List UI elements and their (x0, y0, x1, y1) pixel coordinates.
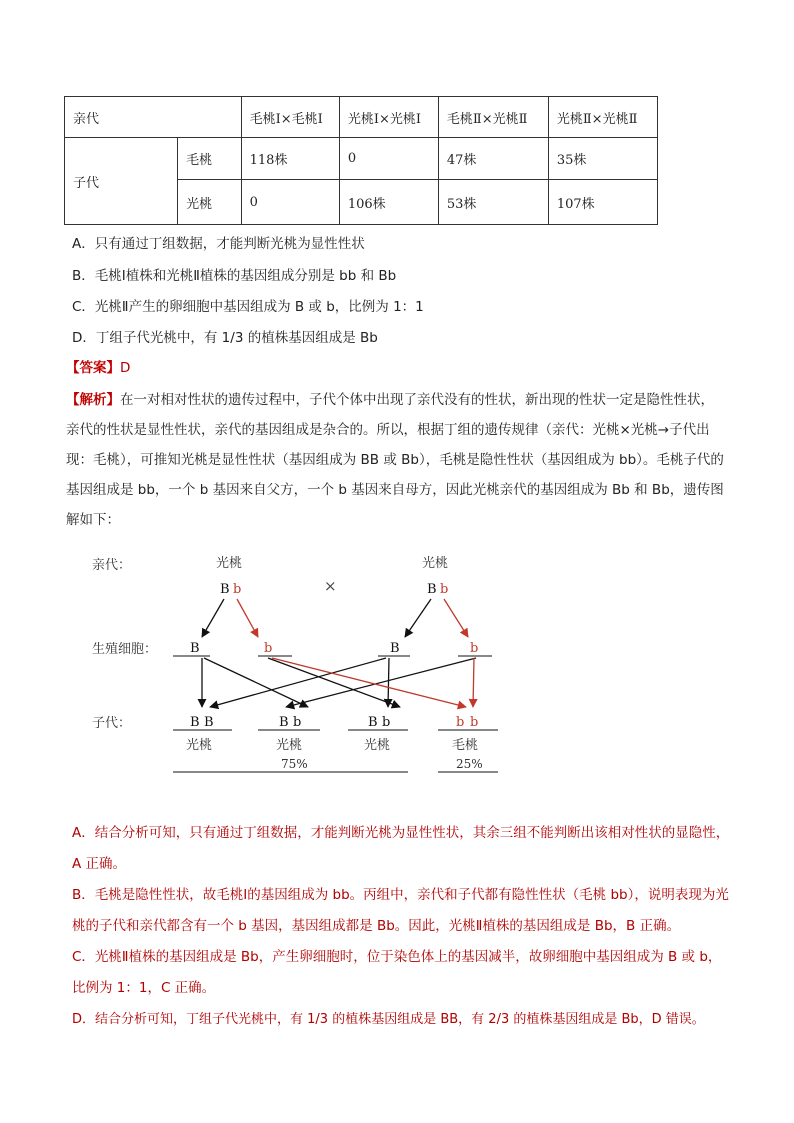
col-header-3: 毛桃Ⅱ×光桃Ⅱ (438, 97, 548, 138)
arrow-gamete-to-offspring (473, 658, 474, 707)
option-b: B．毛桃Ⅰ植株和光桃Ⅱ植株的基因组成分别是 bb 和 Bb (72, 268, 397, 284)
table-cell: 35株 (548, 138, 657, 180)
option-d: D．丁组子代光桃中，有 1/3 的植株基因组成是 Bb (72, 330, 378, 346)
explanation-c: C．光桃Ⅱ植株的基因组成是 Bb，产生卵细胞时，位于染色体上的基因减半，故卵细胞中基因组成为 B 或 b，比例为 1：1，C 正确。 (72, 949, 722, 996)
cross-results-table (64, 96, 658, 225)
gamete-2: b (264, 641, 273, 656)
inheritance-diagram (80, 545, 520, 780)
table-header-row (65, 97, 658, 138)
analysis-label: 【解析】 (66, 392, 120, 408)
offspring-3-allele-1: B (368, 715, 378, 730)
table-cell: 118株 (241, 138, 339, 180)
arrow-parent-to-gamete (405, 599, 431, 637)
row-label: 光桃 (178, 180, 242, 225)
cross-symbol: × (324, 577, 337, 595)
arrow-gamete-to-offspring (272, 658, 466, 707)
table-row (65, 138, 658, 180)
col-header-1: 毛桃Ⅰ×毛桃Ⅰ (241, 97, 339, 138)
col-header-4: 光桃Ⅱ×光桃Ⅱ (548, 97, 657, 138)
offspring-4-allele-2: b (470, 715, 479, 730)
arrow-parent-to-gamete (202, 599, 224, 637)
offspring-4-phenotype: 毛桃 (452, 738, 479, 753)
parent-right-phenotype: 光桃 (422, 556, 449, 571)
parent-right-allele-1: B (427, 582, 437, 597)
offspring-1-phenotype: 光桃 (186, 738, 213, 753)
gamete-4: b (470, 641, 479, 656)
table-cell: 0 (339, 138, 438, 180)
analysis-text: 在一对相对性状的遗传过程中，子代个体中出现了亲代没有的性状，新出现的性状一定是隐性性状，亲代的性状是显性性状，亲代的基因组成是杂合的。所以，根据丁组的遗传规律（亲代：光桃×光桃→子代出现：毛桃），可推知光桃是显性性状（基因组成为 BB 或 Bb），毛桃是隐性性状（基因组成为 bb）。毛桃子代的基因组成是 bb，一个 b 基因来自父方，一个 b 基因来自母方，因此光桃亲代的基因组成为 Bb 和 Bb，遗传图解如下： (66, 392, 724, 528)
explanation-d: D．结合分析可知，丁组子代光桃中，有 1/3 的植株基因组成是 BB，有 2/3 的植株基因组成是 Bb，D 错误。 (72, 1012, 705, 1027)
gamete-1: B (190, 641, 200, 656)
table-cell: 107株 (548, 180, 657, 225)
arrow-gamete-to-offspring (210, 658, 386, 707)
offspring-4-allele-1: b (456, 715, 465, 730)
option-c: C．光桃Ⅱ产生的卵细胞中基因组成为 B 或 b，比例为 1：1 (72, 299, 424, 315)
dominant-ratio: 75% (281, 757, 308, 771)
offspring-1-allele-2: B (204, 715, 214, 730)
explanation-a: A．结合分析可知，只有通过丁组数据，才能判断光桃为显性性状，其余三组不能判断出该相对性状的显隐性，A 正确。 (72, 825, 730, 872)
answer-label: 【答案】 (66, 360, 120, 376)
table-cell: 47株 (438, 138, 548, 180)
explanation-b: B．毛桃是隐性性状，故毛桃Ⅰ的基因组成为 bb。丙组中，亲代和子代都有隐性性状（毛桃 bb），说明表现为光桃的子代和亲代都含有一个 b 基因，基因组成都是 Bb。因此，光桃Ⅱ植株的基因组成是 Bb，B 正确。 (72, 887, 729, 934)
row-label: 毛桃 (178, 138, 242, 180)
table-cell: 53株 (438, 180, 548, 225)
parent-right-allele-2: b (440, 582, 449, 597)
offspring-2-allele-1: B (279, 715, 289, 730)
parent-left-allele-1: B (220, 582, 230, 597)
table-cell: 106株 (339, 180, 438, 225)
offspring-header: 子代 (65, 138, 178, 225)
answer-value: D (120, 360, 131, 376)
col-header-2: 光桃Ⅰ×光桃Ⅰ (339, 97, 438, 138)
offspring-3-phenotype: 光桃 (364, 738, 391, 753)
gamete-3: B (390, 641, 400, 656)
arrow-gamete-to-offspring (388, 658, 389, 707)
analysis-paragraph (66, 385, 726, 535)
offspring-3-allele-2: b (382, 715, 391, 730)
offspring-1-allele-1: B (190, 715, 200, 730)
answer-line (66, 358, 130, 378)
offspring-2-allele-2: b (293, 715, 302, 730)
offspring-2-phenotype: 光桃 (276, 738, 303, 753)
option-a: A．只有通过丁组数据，才能判断光桃为显性性状 (72, 236, 365, 252)
offspring-row-label: 子代： (92, 716, 132, 731)
recessive-ratio: 25% (456, 757, 483, 771)
arrow-parent-to-gamete (237, 599, 258, 637)
arrow-parent-to-gamete (444, 599, 468, 637)
parent-header: 亲代 (65, 97, 242, 138)
parent-left-phenotype: 光桃 (216, 556, 243, 571)
table-cell: 0 (241, 180, 339, 225)
parent-row-label: 亲代： (92, 558, 132, 573)
gamete-row-label: 生殖细胞： (92, 642, 158, 657)
parent-left-allele-2: b (233, 582, 242, 597)
arrow-gamete-to-offspring (204, 658, 308, 707)
